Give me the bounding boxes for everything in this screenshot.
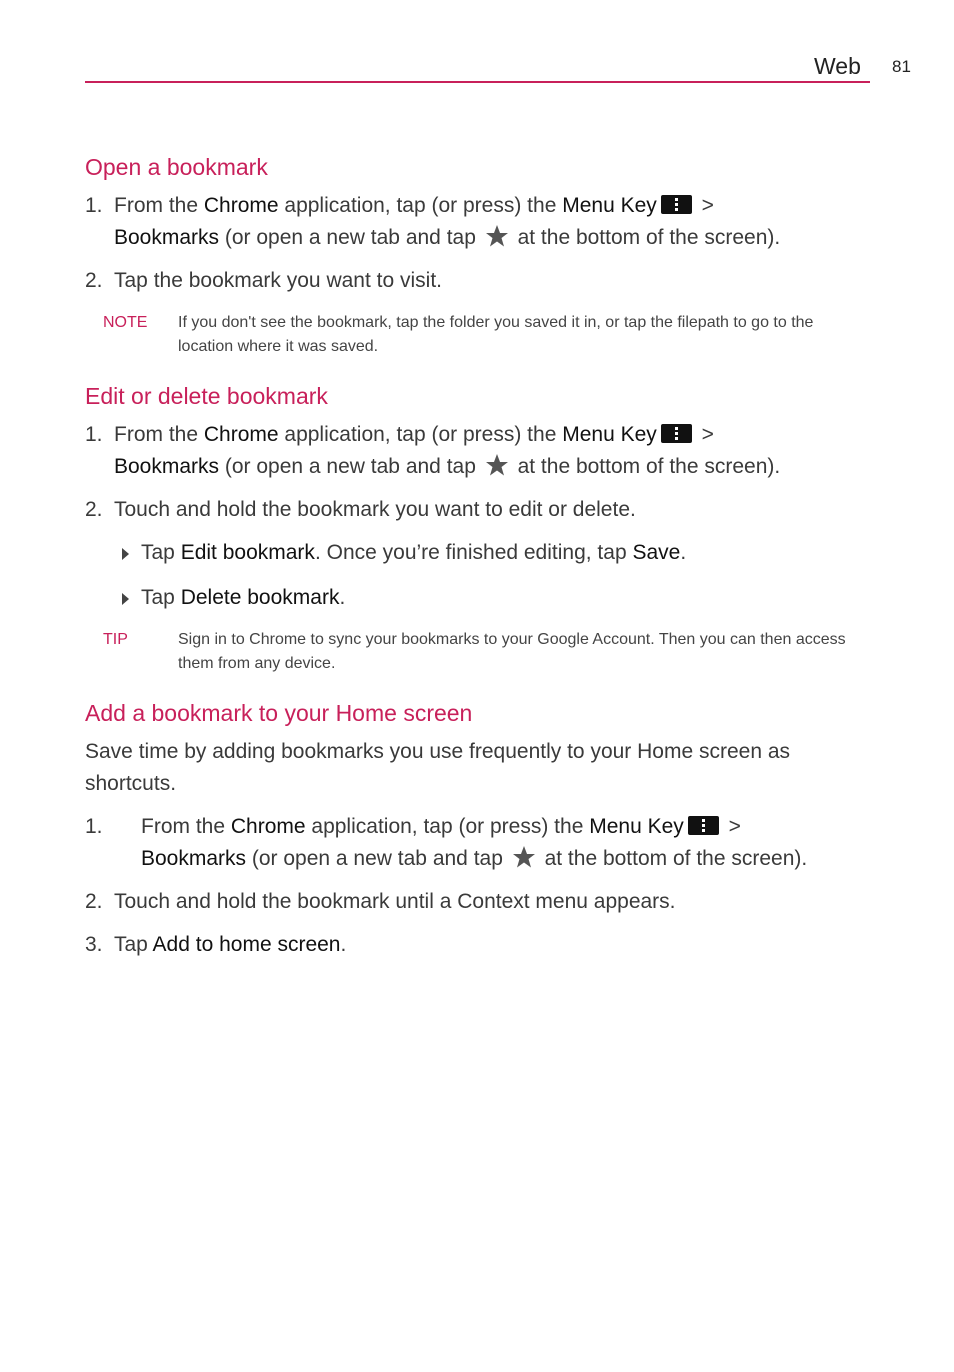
- bookmarks-label: Bookmarks: [114, 455, 220, 478]
- step-text: From the: [114, 194, 204, 217]
- bullet-item: [85, 537, 870, 569]
- tip-label: TIP: [103, 631, 128, 648]
- step-text: >: [695, 194, 714, 217]
- star-icon: [485, 224, 509, 248]
- header-rule: [85, 81, 870, 83]
- tip-box: [85, 628, 870, 676]
- step-text: >: [722, 815, 741, 838]
- step-item: [85, 811, 870, 875]
- step-text: (or open a new tab and tap: [246, 847, 503, 870]
- page-content: [85, 150, 870, 972]
- section-heading-edit-delete: Edit or delete bookmark: [85, 383, 328, 409]
- step-item: [85, 929, 870, 961]
- step-item: [85, 190, 870, 254]
- step-number: 1.: [85, 815, 103, 838]
- note-text: If you don't see the bookmark, tap the folder you saved it in, or tap the filepath to go to the location where it was saved.: [178, 314, 814, 355]
- step-number: 2.: [85, 498, 103, 521]
- triangle-bullet-icon: [122, 548, 129, 560]
- chrome-label: Chrome: [203, 423, 279, 446]
- menu-key-icon: [661, 424, 692, 443]
- step-text: From the: [114, 423, 204, 446]
- menu-key-icon: [661, 195, 692, 214]
- bullet-text: .: [680, 541, 687, 564]
- step-text: Tap: [114, 933, 153, 956]
- section-heading-open-bookmark: Open a bookmark: [85, 154, 268, 180]
- step-text: From the: [141, 815, 231, 838]
- menu-key-label: Menu Key: [589, 815, 684, 838]
- step-item: [85, 265, 870, 297]
- tip-text: Sign in to Chrome to sync your bookmarks to your Google Account. Then you can then access them from any device.: [178, 631, 846, 672]
- step-number: 2.: [85, 269, 103, 292]
- section-intro: Save time by adding bookmarks you use frequently to your Home screen as shortcuts.: [85, 740, 791, 795]
- step-text: .: [340, 933, 347, 956]
- step-text: >: [695, 423, 714, 446]
- step-number: 1.: [85, 423, 103, 446]
- bookmarks-label: Bookmarks: [114, 226, 220, 249]
- delete-bookmark-label: Delete bookmark: [180, 586, 340, 609]
- bullet-text: . Once you’re finished editing, tap: [314, 541, 633, 564]
- page-number: 81: [892, 57, 911, 76]
- step-number: 1.: [85, 194, 103, 217]
- step-number: 3.: [85, 933, 103, 956]
- bullet-text: Tap: [141, 586, 181, 609]
- step-item: [85, 419, 870, 483]
- menu-key-icon: [688, 816, 719, 835]
- step-text: at the bottom of the screen).: [517, 226, 781, 249]
- header-section-title: Web: [814, 53, 861, 79]
- step-item: [85, 886, 870, 918]
- edit-bookmark-label: Edit bookmark: [180, 541, 315, 564]
- add-to-home-screen-label: Add to home screen: [152, 933, 341, 956]
- menu-key-label: Menu Key: [562, 423, 657, 446]
- chrome-label: Chrome: [203, 194, 279, 217]
- menu-key-label: Menu Key: [562, 194, 657, 217]
- save-label: Save: [632, 541, 681, 564]
- step-item: [85, 494, 870, 526]
- step-text: application, tap (or press) the: [278, 194, 563, 217]
- step-text: Tap the bookmark you want to visit.: [114, 269, 442, 292]
- bullet-text: Tap: [141, 541, 181, 564]
- star-icon: [485, 453, 509, 477]
- bookmarks-label: Bookmarks: [141, 847, 247, 870]
- step-text: application, tap (or press) the: [305, 815, 590, 838]
- bullet-text: .: [339, 586, 346, 609]
- star-icon: [512, 845, 536, 869]
- step-text: application, tap (or press) the: [278, 423, 563, 446]
- section-heading-add-home-screen: Add a bookmark to your Home screen: [85, 700, 473, 726]
- step-text: Touch and hold the bookmark you want to edit or delete.: [114, 498, 636, 521]
- step-text: at the bottom of the screen).: [517, 455, 781, 478]
- bullet-item: [85, 582, 870, 614]
- step-number: 2.: [85, 890, 103, 913]
- step-text: Touch and hold the bookmark until a Context menu appears.: [114, 890, 676, 913]
- step-text: (or open a new tab and tap: [219, 455, 476, 478]
- note-box: [85, 311, 870, 359]
- step-text: (or open a new tab and tap: [219, 226, 476, 249]
- chrome-label: Chrome: [230, 815, 306, 838]
- triangle-bullet-icon: [122, 593, 129, 605]
- note-label: NOTE: [103, 314, 148, 331]
- step-text: at the bottom of the screen).: [544, 847, 808, 870]
